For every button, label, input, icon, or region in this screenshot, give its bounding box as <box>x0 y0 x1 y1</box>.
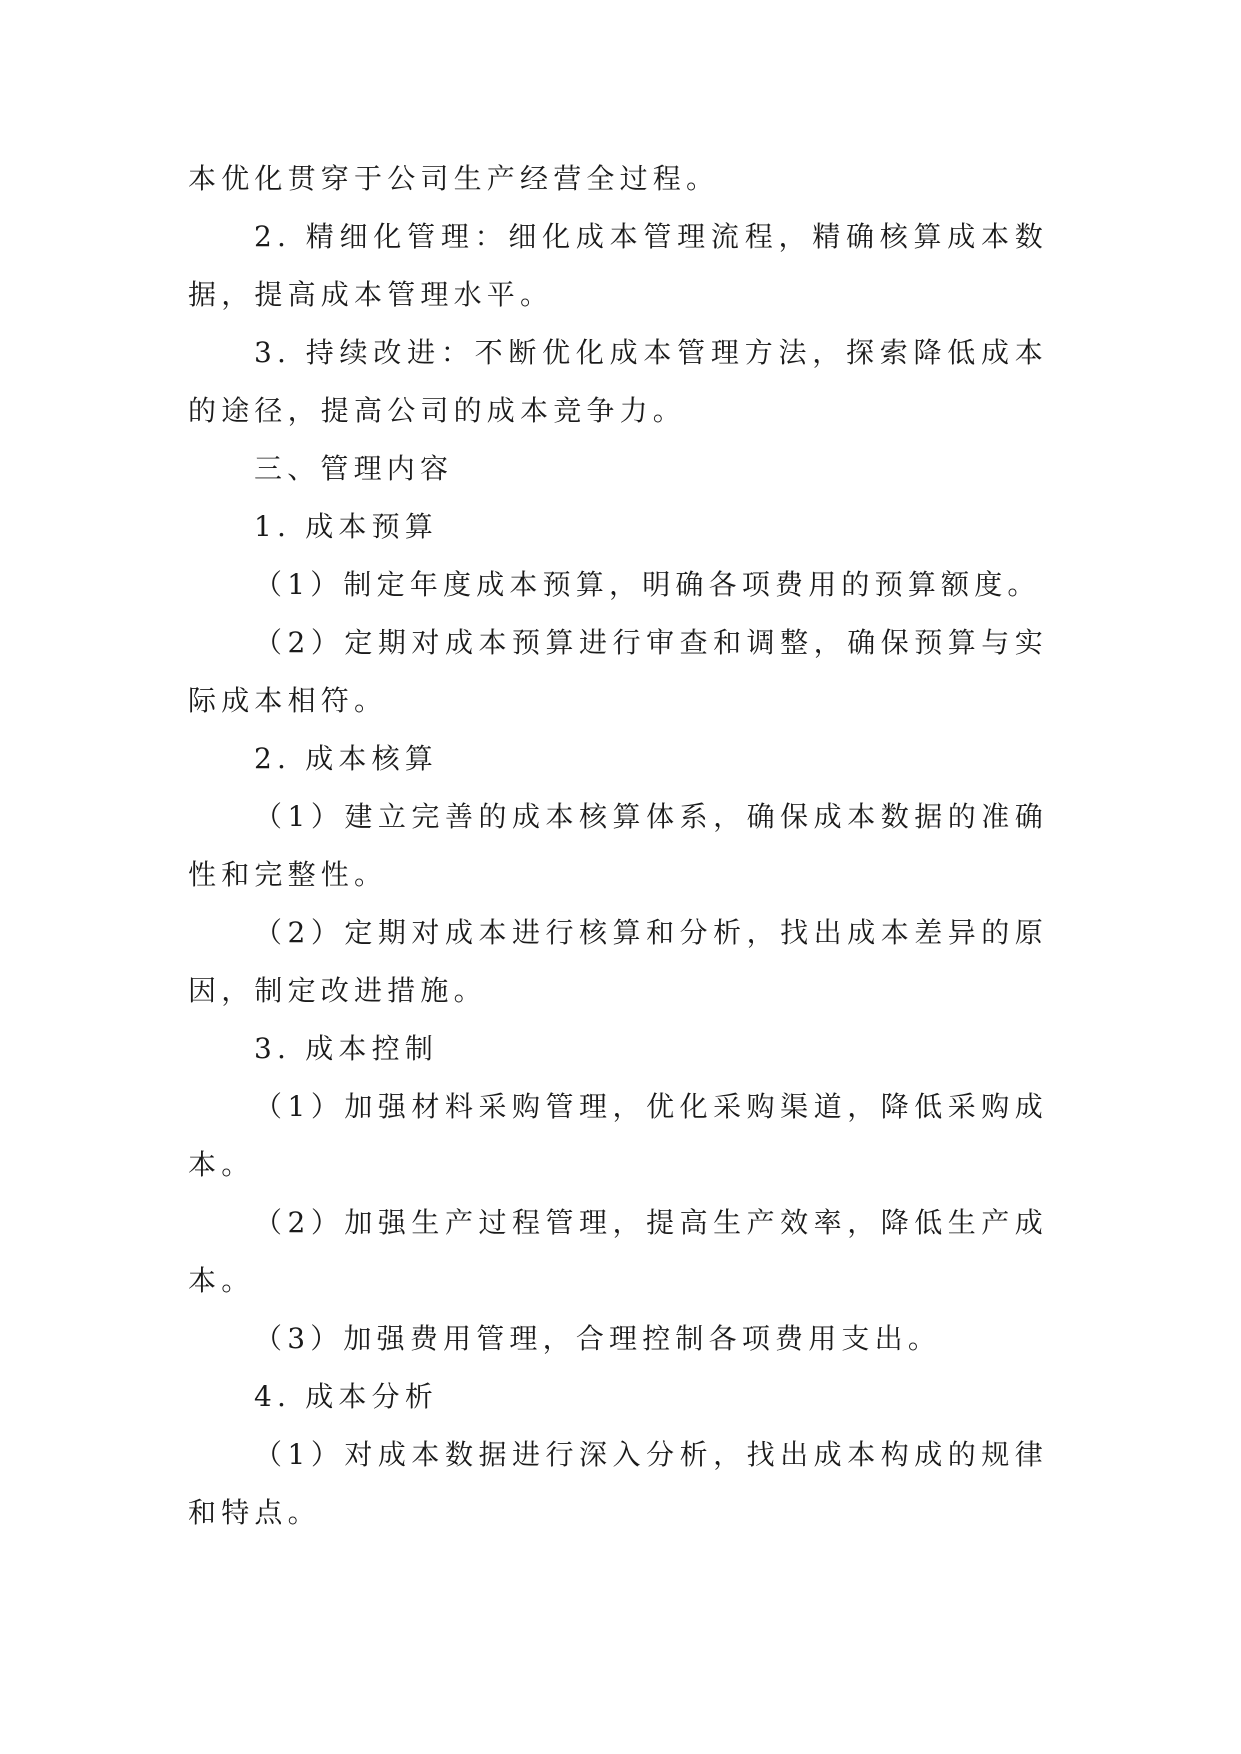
paragraph-budget-item-1: （1）制定年度成本预算，明确各项费用的预算额度。 <box>254 568 1041 601</box>
paragraph-continuation: 本优化贯穿于公司生产经营全过程。 <box>188 162 720 195</box>
paragraph-control-item-1: （1）加强材料采购管理，优化采购渠道，降低采购成本。 <box>188 1090 1048 1181</box>
document-body <box>188 150 1048 1542</box>
subheading-cost-budget: 1. 成本预算 <box>254 510 439 543</box>
paragraph-budget-item-2: （2）定期对成本预算进行审查和调整，确保预算与实际成本相符。 <box>188 626 1048 717</box>
section-heading-management-content: 三、管理内容 <box>254 452 454 485</box>
paragraph-analysis-item-1: （1）对成本数据进行深入分析，找出成本构成的规律和特点。 <box>188 1438 1048 1529</box>
subheading-cost-analysis: 4. 成本分析 <box>254 1380 439 1413</box>
paragraph-refined-management: 2. 精细化管理：细化成本管理流程，精确核算成本数据，提高成本管理水平。 <box>188 220 1048 311</box>
paragraph-control-item-2: （2）加强生产过程管理，提高生产效率，降低生产成本。 <box>188 1206 1048 1297</box>
subheading-cost-accounting: 2. 成本核算 <box>254 742 439 775</box>
subheading-cost-control: 3. 成本控制 <box>254 1032 439 1065</box>
paragraph-control-item-3: （3）加强费用管理，合理控制各项费用支出。 <box>254 1322 942 1355</box>
paragraph-accounting-item-2: （2）定期对成本进行核算和分析，找出成本差异的原因，制定改进措施。 <box>188 916 1048 1007</box>
paragraph-continuous-improvement: 3. 持续改进：不断优化成本管理方法，探索降低成本的途径，提高公司的成本竞争力。 <box>188 336 1048 427</box>
paragraph-accounting-item-1: （1）建立完善的成本核算体系，确保成本数据的准确性和完整性。 <box>188 800 1048 891</box>
